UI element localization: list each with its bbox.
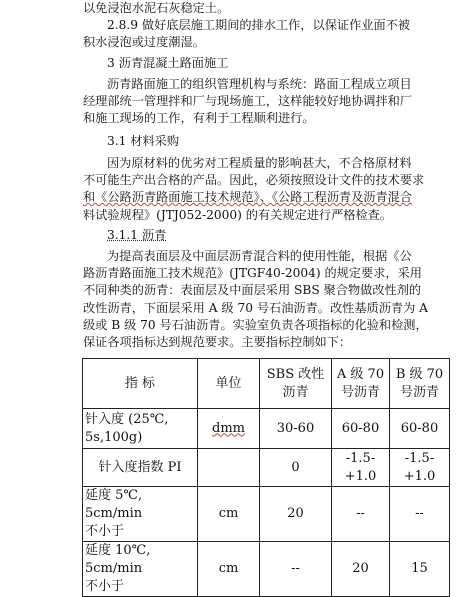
paragraph-line: 和施工现场的工作，有利于工程顺利进行。 [83, 111, 315, 125]
value-cell: -- [332, 487, 390, 542]
table-header-cell: 单位 [198, 359, 260, 409]
indicator-line: 5s,100g) [85, 429, 143, 445]
indicator-line: 不小于 [85, 524, 125, 539]
paragraph-line: 经理部统一管理拌和厂与现场施工，这样能较好地协调拌和厂 [83, 94, 413, 108]
indicator-cell [83, 449, 198, 487]
table-row [83, 409, 450, 449]
table-header-cell: SBS 改性沥青 [260, 359, 332, 409]
table-header-cell: B 级 70 号沥青 [390, 359, 450, 409]
table-header-cell: A 级 70 号沥青 [332, 359, 390, 409]
indicator-line: 不小于 [85, 579, 125, 594]
paragraph-line: 料试验规程》(JTJ052-2000) 的有关规定进行严格检查。 [83, 208, 393, 222]
value-cell: 0 [260, 449, 332, 487]
indicator-line: 针入度指数 PI [98, 459, 182, 475]
unit-cell [198, 449, 260, 487]
paragraph-line: 以免浸泡水泥石灰稳定土。 [83, 1, 230, 15]
unit-cell: cm [198, 487, 260, 542]
table-row [83, 487, 450, 542]
unit-cell [198, 409, 260, 449]
indicator-table [82, 358, 450, 597]
indicator-line: 延度 10℃, 5cm/min [85, 543, 151, 576]
paragraph-line: 路沥青路面施工技术规范》(JTGF40-2004) 的规定要求，采用 [83, 266, 422, 280]
paragraph-line: 和《公路沥青路面施工技术规范》、《公路工程沥青及沥青混合 [83, 190, 413, 204]
indicator-cell [83, 409, 198, 449]
paragraph-line: 沥青路面施工的组织管理机构与系统：路面工程成立项目 [107, 77, 412, 91]
section-heading: 3 沥青混凝土路面施工 [107, 56, 229, 70]
subsection-heading: 3.1 材料采购 [107, 134, 180, 148]
value-cell: -1.5-+1.0 [390, 449, 450, 487]
paragraph-line: 不同种类的沥青：表面层及中面层采用 SBS 聚合物做改性剂的 [83, 283, 422, 297]
indicator-cell [83, 542, 198, 597]
paragraph-line: 积水浸泡或过度潮湿。 [83, 35, 205, 49]
indicator-line: 延度 5℃, 5cm/min [85, 488, 143, 521]
value-cell: 20 [260, 487, 332, 542]
indicator-line: 针入度 (25℃, [85, 411, 169, 427]
paragraph-line: 保证各项指标达到规范要求。主要指标控制如下： [83, 335, 352, 349]
table-row [83, 449, 450, 487]
paragraph-line: 不可能生产出合格的产品。因此，必须按照设计文件的技术要求 [83, 173, 425, 187]
table-header-row [83, 359, 450, 409]
unit-cell: cm [198, 542, 260, 597]
table-row [83, 542, 450, 597]
paragraph-line: 级或 B 级 70 号石油沥青。实验室负责各项指标的化验和检测， [83, 318, 428, 332]
value-cell: -- [260, 542, 332, 597]
value-cell: 60-80 [390, 409, 450, 449]
indicator-cell [83, 487, 198, 542]
value-cell: 30-60 [260, 409, 332, 449]
value-cell: 60-80 [332, 409, 390, 449]
value-cell: 20 [332, 542, 390, 597]
value-cell: 15 [390, 542, 450, 597]
paragraph-line: 2.8.9 做好底层施工期间的排水工作，以保证作业面不被 [107, 18, 411, 32]
paragraph-line: 为提高表面层及中面层沥青混合料的使用性能，根据《公 [107, 249, 412, 263]
paragraph-line: 改性沥青，下面层采用 A 级 70 号石油沥青。改性基质沥青为 A [83, 301, 428, 315]
value-cell: -- [390, 487, 450, 542]
value-cell: -1.5-+1.0 [332, 449, 390, 487]
table-header-cell: 指 标 [83, 359, 198, 409]
unit-text: dmm [212, 420, 245, 436]
subsubsection-heading: 3.1.1 沥青 [107, 228, 167, 242]
paragraph-line: 因为原材料的优劣对工程质量的影响甚大，不合格原材料 [107, 156, 412, 170]
